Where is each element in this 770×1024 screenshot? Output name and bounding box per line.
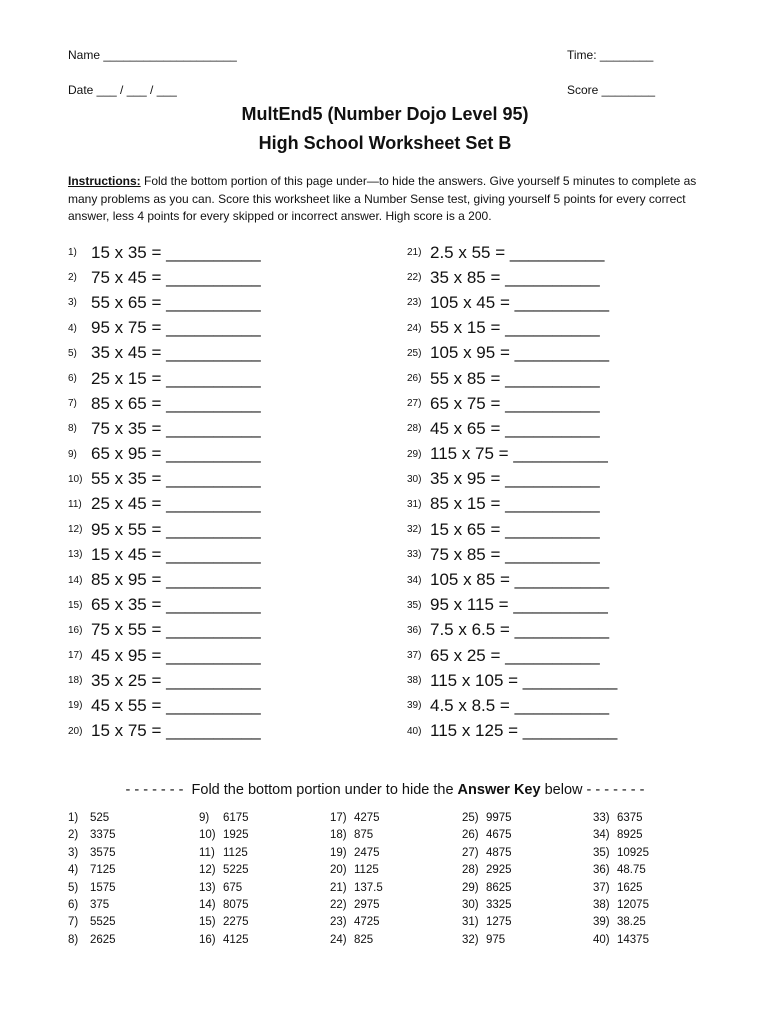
answer-number: 11) xyxy=(199,846,215,859)
answer-number: 6) xyxy=(68,898,79,911)
answer-key-item xyxy=(199,827,249,844)
problem-expression[interactable]: 15 x 75 = __________ xyxy=(91,721,261,741)
answer-key-item xyxy=(68,845,116,862)
answer-number: 21) xyxy=(330,881,347,894)
answer-number: 5) xyxy=(68,881,79,894)
problem-number: 11) xyxy=(68,498,82,510)
answer-key-item xyxy=(462,914,512,931)
problems-column-left xyxy=(68,240,261,744)
problem-expression[interactable]: 7.5 x 6.5 = __________ xyxy=(430,620,610,640)
answer-number: 34) xyxy=(593,829,610,842)
problem-number: 13) xyxy=(68,549,83,561)
problem-number: 23) xyxy=(407,297,422,309)
answer-number: 17) xyxy=(330,812,347,824)
problem-number: 7) xyxy=(68,398,77,410)
answer-key-item xyxy=(330,932,383,949)
instructions-text: Fold the bottom portion of this page under—to hide the answers. Give yourself 5 minutes to complete as many problems as you can. Score this worksheet like a Number Sense test, giving yourself 5 points for every correct answer, less 4 points for every skipped or incorrect answer. High score is a 200. xyxy=(68,174,697,223)
problem-number: 35) xyxy=(407,599,422,611)
fold-text-before: - - - - - - - Fold the bottom portion under to hide the xyxy=(125,782,458,798)
problem-expression[interactable]: 45 x 95 = __________ xyxy=(91,645,261,665)
problem-row xyxy=(68,492,261,517)
answer-key-item xyxy=(462,897,512,914)
problem-row xyxy=(68,517,261,542)
answer-number: 29) xyxy=(462,881,479,894)
answer-key-item xyxy=(199,914,249,931)
answer-key-item xyxy=(593,862,649,879)
problem-expression[interactable]: 75 x 45 = __________ xyxy=(91,267,261,287)
problem-expression[interactable]: 55 x 65 = __________ xyxy=(91,292,261,312)
answer-value: 4275 xyxy=(354,812,380,824)
answer-number: 25) xyxy=(462,812,479,824)
time-field[interactable]: Time: ________ xyxy=(567,48,654,62)
instructions-label: Instructions: xyxy=(68,174,141,188)
answer-value: 4725 xyxy=(354,916,380,929)
fold-answer-key-label: Answer Key xyxy=(457,782,541,798)
problem-row xyxy=(407,668,617,693)
answer-number: 14) xyxy=(199,898,216,911)
problem-number: 33) xyxy=(407,549,422,561)
answer-value: 12075 xyxy=(617,898,649,911)
answer-key-column xyxy=(593,810,649,949)
problem-row xyxy=(407,442,617,467)
answer-key-item xyxy=(593,845,649,862)
problem-row xyxy=(407,542,617,567)
problem-number: 24) xyxy=(407,322,422,334)
problem-expression[interactable]: 75 x 85 = __________ xyxy=(430,544,600,564)
problem-expression[interactable]: 35 x 95 = __________ xyxy=(430,469,600,489)
answer-key-item xyxy=(330,845,383,862)
answer-key-item xyxy=(68,914,116,931)
answer-number: 27) xyxy=(462,846,479,859)
problem-number: 32) xyxy=(407,524,422,536)
answer-number: 35) xyxy=(593,846,610,859)
answer-number: 32) xyxy=(462,933,479,946)
problem-expression[interactable]: 85 x 15 = __________ xyxy=(430,494,600,514)
problem-expression[interactable]: 95 x 75 = __________ xyxy=(91,318,261,338)
problem-row xyxy=(68,391,261,416)
answer-value: 675 xyxy=(223,881,243,894)
answer-key-item xyxy=(462,932,512,949)
answer-value: 2275 xyxy=(223,916,249,929)
answer-key-item xyxy=(68,862,116,879)
answer-number: 37) xyxy=(593,881,610,894)
answer-number: 38) xyxy=(593,898,610,911)
problem-row xyxy=(68,416,261,441)
problem-expression[interactable]: 115 x 125 = __________ xyxy=(430,721,618,741)
problem-row xyxy=(407,643,617,668)
problem-row xyxy=(68,467,261,492)
problem-row xyxy=(407,719,617,744)
answer-key-item xyxy=(68,932,116,949)
problem-number: 31) xyxy=(407,498,422,510)
answer-key-column xyxy=(199,810,249,949)
problem-number: 29) xyxy=(407,448,422,460)
answer-key-item xyxy=(199,845,249,862)
problem-row xyxy=(407,517,617,542)
problem-number: 19) xyxy=(68,700,83,712)
answer-key-item xyxy=(593,880,649,897)
answer-number: 9) xyxy=(199,812,210,824)
answer-number: 19) xyxy=(330,846,347,859)
problem-number: 8) xyxy=(68,423,77,435)
problem-number: 15) xyxy=(68,599,83,611)
answer-key-item xyxy=(462,827,512,844)
problem-row xyxy=(407,593,617,618)
problem-row xyxy=(68,366,261,391)
problem-number: 37) xyxy=(407,650,422,662)
answer-key-item xyxy=(593,810,649,827)
problem-number: 26) xyxy=(407,373,422,385)
answer-value: 375 xyxy=(90,898,110,911)
problem-number: 18) xyxy=(68,675,83,687)
answer-number: 36) xyxy=(593,864,610,877)
answer-key-item xyxy=(330,897,383,914)
problem-number: 10) xyxy=(68,473,83,485)
problem-expression[interactable]: 105 x 95 = __________ xyxy=(430,343,610,363)
problem-row xyxy=(407,366,617,391)
answer-number: 40) xyxy=(593,933,610,946)
problem-row xyxy=(68,567,261,592)
answer-number: 7) xyxy=(68,916,79,929)
problem-number: 34) xyxy=(407,574,422,586)
answer-value: 10925 xyxy=(617,846,649,859)
problem-row xyxy=(407,618,617,643)
problem-row xyxy=(407,693,617,718)
answer-number: 20) xyxy=(330,864,347,877)
answer-key-item xyxy=(330,880,383,897)
problem-expression[interactable]: 95 x 115 = __________ xyxy=(430,595,608,615)
answer-value: 1625 xyxy=(617,881,643,894)
answer-number: 2) xyxy=(68,829,79,842)
answer-value: 2625 xyxy=(90,933,116,946)
problem-number: 40) xyxy=(407,725,422,737)
problem-expression[interactable]: 75 x 55 = __________ xyxy=(91,620,261,640)
problem-number: 1) xyxy=(68,247,77,259)
answer-key-item xyxy=(462,862,512,879)
answer-number: 12) xyxy=(199,864,216,877)
answer-key-item xyxy=(199,897,249,914)
problem-expression[interactable]: 105 x 45 = __________ xyxy=(430,292,610,312)
answer-key-item xyxy=(68,827,116,844)
problem-row xyxy=(68,240,261,265)
problem-row xyxy=(407,290,617,315)
problem-number: 36) xyxy=(407,624,422,636)
answer-number: 24) xyxy=(330,933,347,946)
problem-expression[interactable]: 55 x 85 = __________ xyxy=(430,368,600,388)
answer-value: 4875 xyxy=(486,846,512,859)
answer-key-item xyxy=(462,845,512,862)
answer-value: 1125 xyxy=(223,846,248,859)
answer-value: 3375 xyxy=(90,829,116,842)
problem-expression[interactable]: 15 x 65 = __________ xyxy=(430,519,600,539)
answer-key-column xyxy=(462,810,512,949)
problem-expression[interactable]: 4.5 x 8.5 = __________ xyxy=(430,695,610,715)
answer-key-item xyxy=(593,827,649,844)
problem-expression[interactable]: 85 x 65 = __________ xyxy=(91,393,261,413)
problem-expression[interactable]: 15 x 45 = __________ xyxy=(91,544,261,564)
answer-value: 3325 xyxy=(486,898,512,911)
problem-row xyxy=(68,542,261,567)
problem-number: 12) xyxy=(68,524,83,536)
answer-value: 7125 xyxy=(90,864,116,877)
answer-key-item xyxy=(462,810,512,827)
answer-key-item xyxy=(68,897,116,914)
answer-number: 13) xyxy=(199,881,216,894)
answer-number: 26) xyxy=(462,829,479,842)
problem-number: 5) xyxy=(68,347,77,359)
problem-number: 27) xyxy=(407,398,422,410)
problem-row xyxy=(68,618,261,643)
problem-row xyxy=(407,316,617,341)
answer-number: 4) xyxy=(68,864,79,877)
answer-key-item xyxy=(462,880,512,897)
problem-expression[interactable]: 65 x 95 = __________ xyxy=(91,444,261,464)
problem-expression[interactable]: 65 x 25 = __________ xyxy=(430,645,600,665)
problem-row xyxy=(407,567,617,592)
fold-text-after: below - - - - - - - xyxy=(540,782,645,798)
problem-number: 21) xyxy=(407,247,422,259)
fold-line xyxy=(0,782,770,798)
answer-value: 6375 xyxy=(617,812,643,824)
problem-row xyxy=(68,442,261,467)
answer-number: 3) xyxy=(68,846,79,859)
answer-value: 8075 xyxy=(223,898,249,911)
answer-value: 1575 xyxy=(90,881,116,894)
answer-value: 975 xyxy=(486,933,506,946)
answer-number: 16) xyxy=(199,933,216,946)
answer-value: 525 xyxy=(90,812,110,824)
answer-number: 33) xyxy=(593,812,610,824)
answer-key-item xyxy=(593,932,649,949)
problem-number: 6) xyxy=(68,373,77,385)
answer-number: 15) xyxy=(199,916,216,929)
answer-number: 22) xyxy=(330,898,347,911)
answer-value: 38.25 xyxy=(617,916,646,929)
answer-number: 31) xyxy=(462,916,479,929)
answer-value: 137.5 xyxy=(354,881,383,894)
answer-value: 4125 xyxy=(223,933,249,946)
answer-value: 5225 xyxy=(223,864,249,877)
problem-row xyxy=(68,316,261,341)
problem-expression[interactable]: 115 x 105 = __________ xyxy=(430,670,618,690)
problem-number: 28) xyxy=(407,423,422,435)
answer-value: 1925 xyxy=(223,829,249,842)
answer-number: 18) xyxy=(330,829,347,842)
answer-key-item xyxy=(199,862,249,879)
problem-expression[interactable]: 2.5 x 55 = __________ xyxy=(430,242,605,262)
problem-expression[interactable]: 35 x 25 = __________ xyxy=(91,670,261,690)
answer-key-item xyxy=(330,914,383,931)
problem-row xyxy=(68,668,261,693)
problem-expression[interactable]: 55 x 15 = __________ xyxy=(430,318,600,338)
problem-expression[interactable]: 45 x 55 = __________ xyxy=(91,695,261,715)
answer-value: 4675 xyxy=(486,829,512,842)
problem-number: 22) xyxy=(407,272,422,284)
problem-row xyxy=(407,265,617,290)
problem-number: 39) xyxy=(407,700,422,712)
problem-row xyxy=(68,643,261,668)
date-field[interactable]: Date ___ / ___ / ___ xyxy=(68,83,177,97)
problem-expression[interactable]: 85 x 95 = __________ xyxy=(91,570,261,590)
answer-value: 2975 xyxy=(354,898,380,911)
problem-row xyxy=(407,467,617,492)
name-field[interactable]: Name ____________________ xyxy=(68,48,237,62)
problem-row xyxy=(407,240,617,265)
problem-expression[interactable]: 115 x 75 = __________ xyxy=(430,444,608,464)
problem-number: 9) xyxy=(68,448,77,460)
answer-value: 875 xyxy=(354,829,374,842)
answer-key-item xyxy=(68,810,116,827)
problem-expression[interactable]: 95 x 55 = __________ xyxy=(91,519,261,539)
problem-expression[interactable]: 35 x 45 = __________ xyxy=(91,343,261,363)
answer-value: 8925 xyxy=(617,829,643,842)
problem-row xyxy=(407,492,617,517)
problem-expression[interactable]: 75 x 35 = __________ xyxy=(91,418,261,438)
problem-row xyxy=(407,416,617,441)
problem-row xyxy=(68,265,261,290)
answer-number: 39) xyxy=(593,916,610,929)
answer-number: 23) xyxy=(330,916,347,929)
problem-number: 16) xyxy=(68,624,83,636)
problem-row xyxy=(68,341,261,366)
problem-row xyxy=(407,391,617,416)
answer-key-item xyxy=(68,880,116,897)
problems-column-right xyxy=(407,240,617,744)
problem-number: 20) xyxy=(68,725,83,737)
answer-number: 28) xyxy=(462,864,479,877)
problem-number: 38) xyxy=(407,675,422,687)
problem-number: 2) xyxy=(68,272,77,284)
problem-number: 14) xyxy=(68,574,83,586)
answer-value: 6175 xyxy=(223,812,249,824)
problem-expression[interactable]: 55 x 35 = __________ xyxy=(91,469,261,489)
answer-number: 30) xyxy=(462,898,479,911)
answer-value: 5525 xyxy=(90,916,116,929)
problem-expression[interactable]: 65 x 75 = __________ xyxy=(430,393,600,413)
problem-expression[interactable]: 25 x 15 = __________ xyxy=(91,368,261,388)
answer-key-item xyxy=(330,810,383,827)
problem-number: 3) xyxy=(68,297,77,309)
answer-value: 3575 xyxy=(90,846,116,859)
problem-row xyxy=(407,341,617,366)
problem-number: 17) xyxy=(68,650,83,662)
problem-number: 25) xyxy=(407,347,422,359)
answer-value: 1125 xyxy=(354,864,379,877)
answer-key-column xyxy=(68,810,116,949)
answer-number: 8) xyxy=(68,933,79,946)
problem-expression[interactable]: 105 x 85 = __________ xyxy=(430,570,610,590)
answer-value: 48.75 xyxy=(617,864,646,877)
answer-key-column xyxy=(330,810,383,949)
problem-number: 30) xyxy=(407,473,422,485)
problem-expression[interactable]: 35 x 85 = __________ xyxy=(430,267,600,287)
instructions xyxy=(68,173,708,226)
answer-number: 10) xyxy=(199,829,216,842)
problem-number: 4) xyxy=(68,322,77,334)
answer-key-item xyxy=(199,932,249,949)
answer-value: 14375 xyxy=(617,933,649,946)
answer-key-item xyxy=(593,914,649,931)
problem-expression[interactable]: 15 x 35 = __________ xyxy=(91,242,261,262)
problem-row xyxy=(68,719,261,744)
answer-key-item xyxy=(199,810,249,827)
problem-row xyxy=(68,290,261,315)
answer-value: 825 xyxy=(354,933,374,946)
answer-value: 2925 xyxy=(486,864,512,877)
problem-expression[interactable]: 25 x 45 = __________ xyxy=(91,494,261,514)
answer-key-item xyxy=(330,827,383,844)
answer-key-item xyxy=(199,880,249,897)
answer-key-item xyxy=(330,862,383,879)
answer-value: 9975 xyxy=(486,812,512,824)
answer-value: 1275 xyxy=(486,916,512,929)
answer-value: 8625 xyxy=(486,881,512,894)
problem-row xyxy=(68,593,261,618)
problem-expression[interactable]: 45 x 65 = __________ xyxy=(430,418,600,438)
answer-value: 2475 xyxy=(354,846,380,859)
answer-number: 1) xyxy=(68,812,79,824)
problem-row xyxy=(68,693,261,718)
score-field[interactable]: Score ________ xyxy=(567,83,656,97)
worksheet-subtitle: High School Worksheet Set B xyxy=(258,133,512,153)
answer-key-item xyxy=(593,897,649,914)
problem-expression[interactable]: 65 x 35 = __________ xyxy=(91,595,261,615)
worksheet-title: MultEnd5 (Number Dojo Level 95) xyxy=(241,104,529,124)
